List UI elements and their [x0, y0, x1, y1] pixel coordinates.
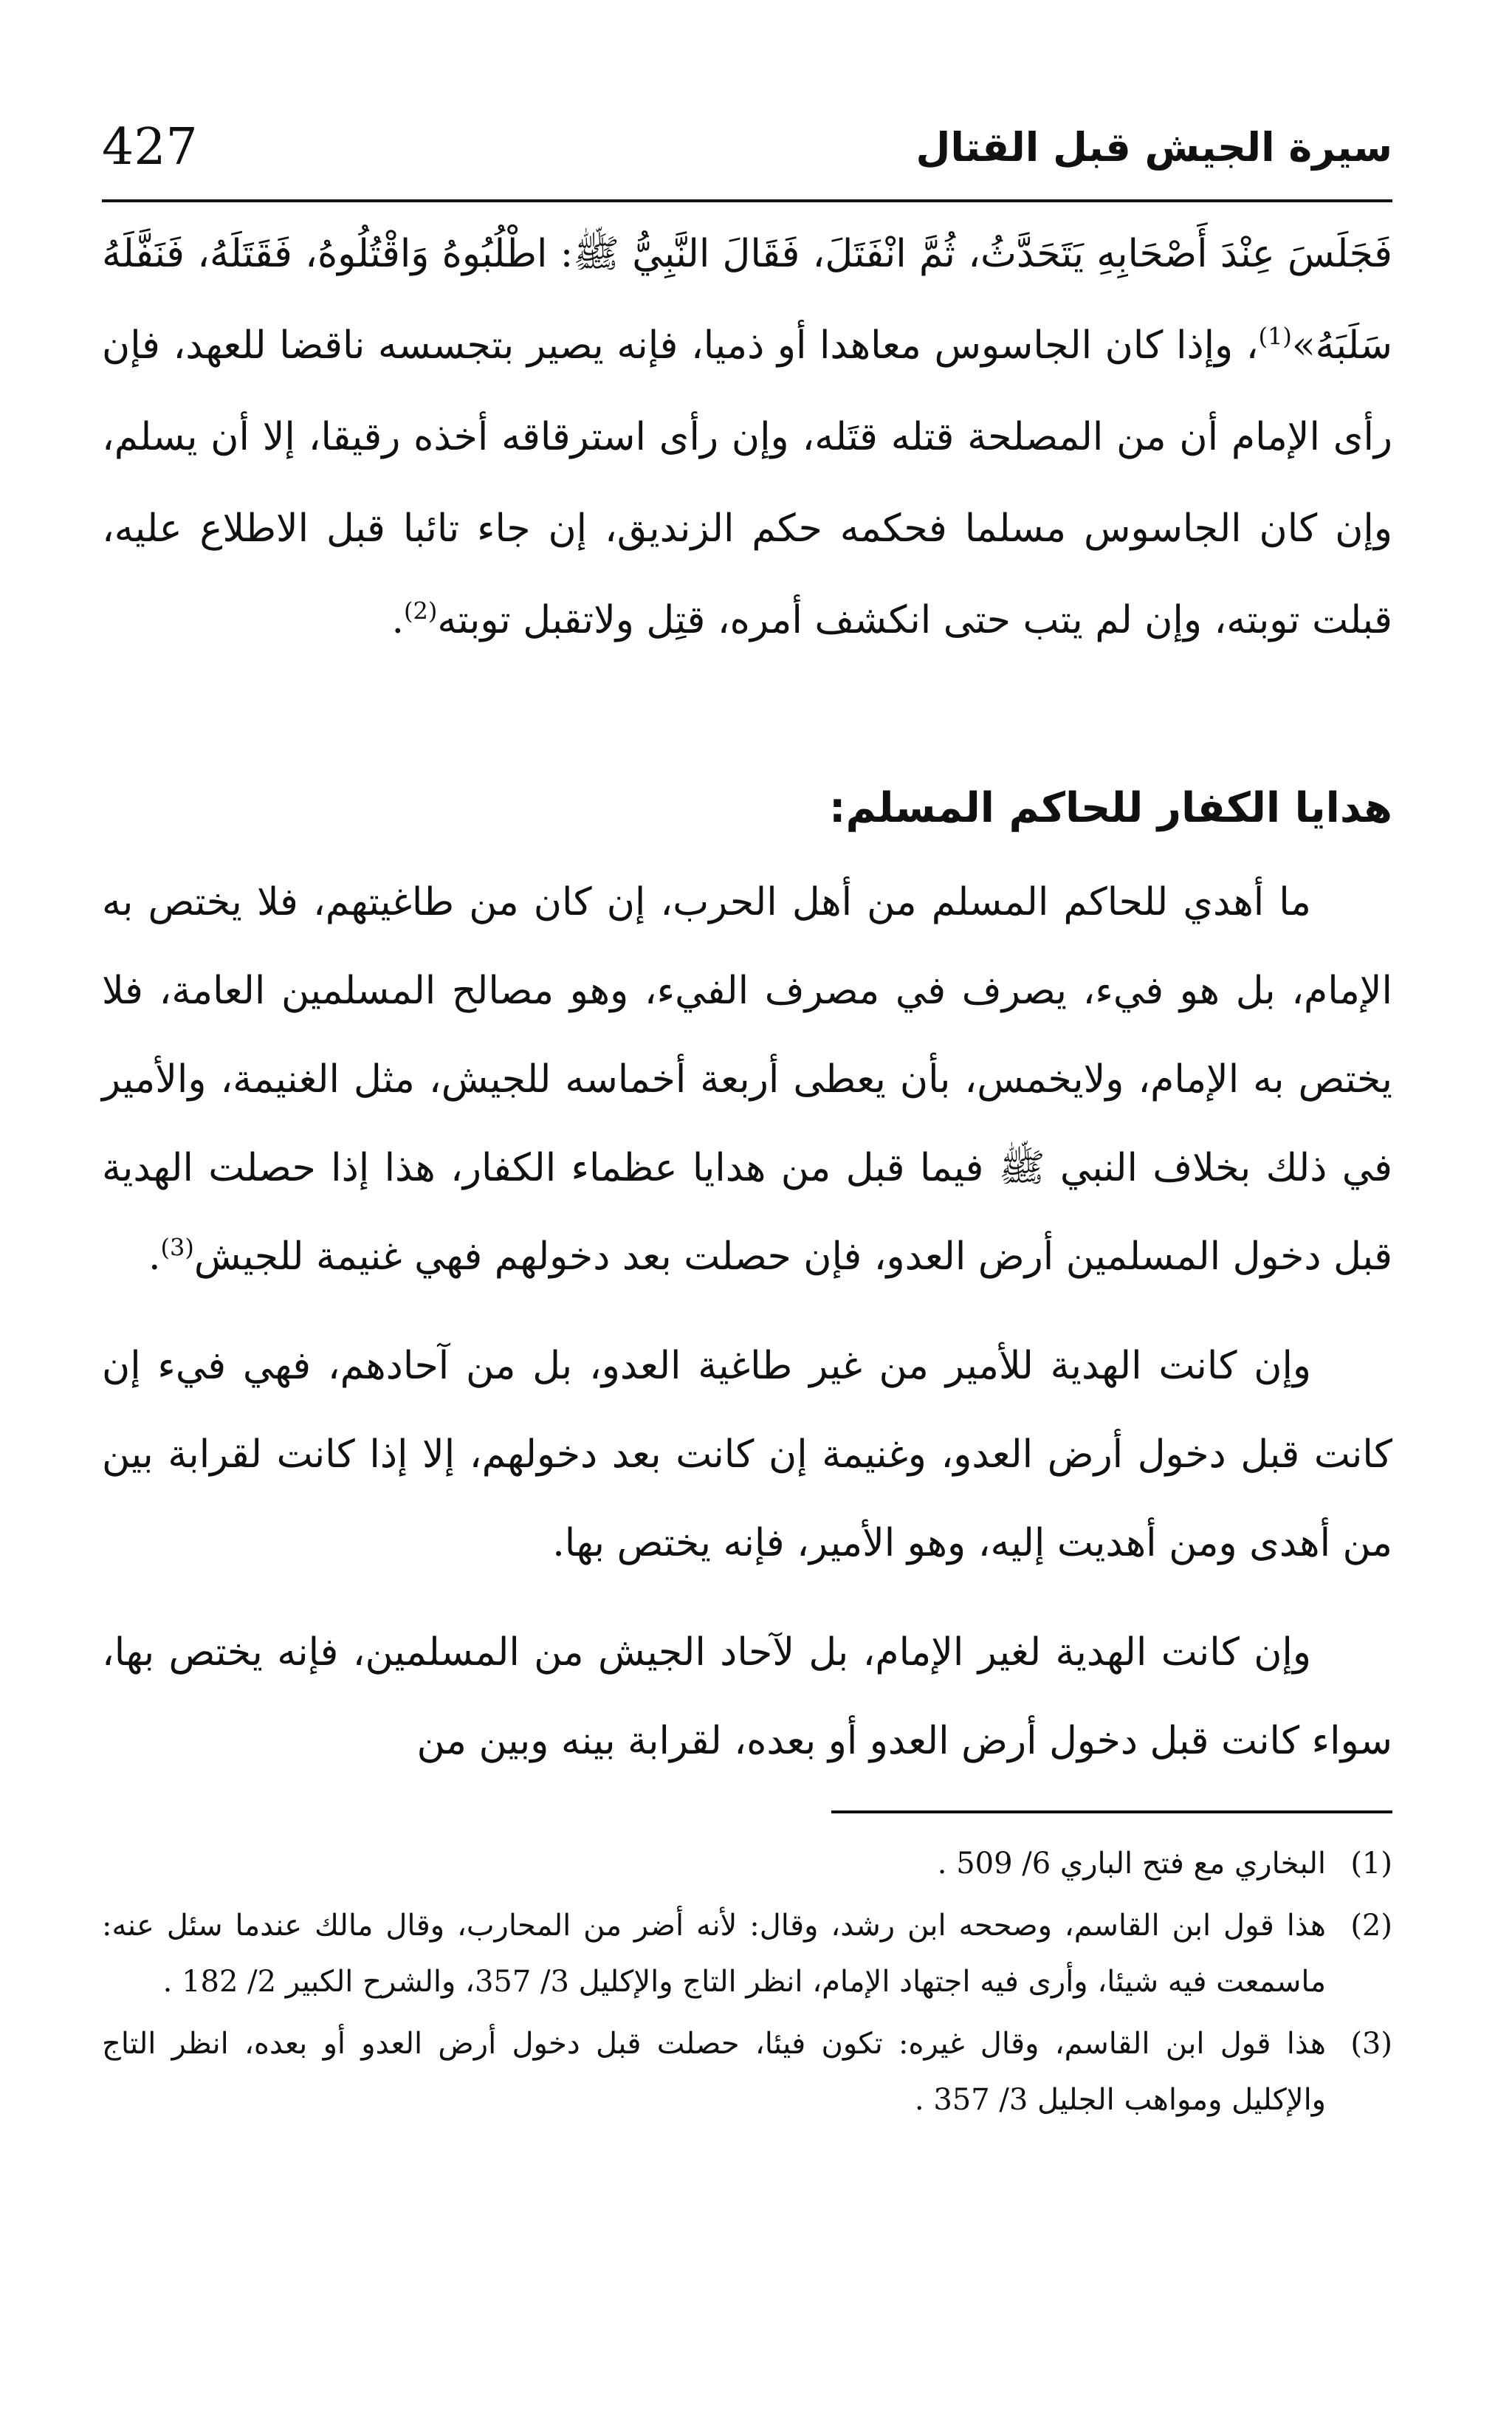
footnotes	[102, 1836, 1392, 2134]
footnote-number: (3)	[1350, 2027, 1392, 2061]
paragraph-1-end: .	[391, 598, 404, 642]
footnote-ref-2[interactable]: (2)	[403, 597, 438, 625]
paragraph-1-text: فَجَلَسَ عِنْدَ أَصْحَابِهِ يَتَحَدَّثُ، ثُمَّ انْفَتَلَ، فَقَالَ النَّبِيُّ ﷺ: اطْلُبُوهُ وَاقْتُلُوهُ، فَقَتَلَهُ، فَنَفَّلَهُ سَلَبَهُ»	[102, 232, 1392, 368]
footnote-ref-1[interactable]: (1)	[1258, 322, 1292, 351]
section-heading: هدايا الكفار للحاكم المسلم:	[829, 784, 1392, 832]
footnote-2	[102, 1898, 1392, 2010]
paragraph-1-continuation: ، وإذا كان الجاسوس معاهدا أو ذميا، فإنه يصير بتجسسه ناقضا للعهد، فإن رأى الإمام أن من المصلحة قتله قتَله، وإن رأى استرقاقه أخذه رقيقا، إلا أن يسلم، وإن كان الجاسوس مسلما فحكمه حكم الزنديق، إن جاء تائبا قبل الاطلاع عليه، قبلت توبته، وإن لم يتب حتى انكشف أمره، قتِل ولاتقبل توبته	[102, 323, 1392, 642]
page-number: 427	[102, 118, 198, 176]
header-rule	[102, 199, 1392, 202]
paragraph-3: وإن كانت الهدية للأمير من غير طاغية العدو، بل من آحادهم، فهي فيء إن كانت قبل دخول أرض العدو، وغنيمة إن كانت بعد دخولهم، إلا إذا كانت لقرابة بين من أهدى ومن أهديت إليه، وهو الأمير، فإنه يختص بها.	[102, 1344, 1392, 1565]
body-text-top	[102, 208, 1392, 666]
footnote-ref-3[interactable]: (3)	[160, 1233, 194, 1262]
page-header	[102, 111, 1392, 192]
paragraph-4: وإن كانت الهدية لغير الإمام، بل لآحاد الجيش من المسلمين، فإنه يختص بها، سواء كانت قبل دخول أرض العدو أو بعده، لقرابة بينه وبين من	[102, 1630, 1392, 1763]
running-title: سيرة الجيش قبل القتال	[915, 124, 1392, 171]
body-text-main	[102, 858, 1392, 1806]
paragraph-2-end: .	[148, 1235, 161, 1279]
footnote-3	[102, 2016, 1392, 2128]
paragraph-2	[102, 858, 1392, 1301]
footnote-number: (1)	[1350, 1847, 1392, 1881]
footnote-number: (2)	[1350, 1909, 1392, 1943]
footnote-text: البخاري مع فتح الباري 6/ 509 .	[937, 1847, 1326, 1881]
footnote-text: هذا قول ابن القاسم، وقال غيره: تكون فيئا، حصلت قبل دخول أرض العدو أو بعده، انظر التاج والإكليل ومواهب الجليل 3/ 357 .	[102, 2027, 1326, 2117]
footnote-text: هذا قول ابن القاسم، وصححه ابن رشد، وقال: لأنه أضر من المحارب، وقال مالك عندما سئل عنه: ماسمعت فيه شيئا، وأرى فيه اجتهاد الإمام، انظر التاج والإكليل 3/ 357، والشرح الكبير 2/ 182 .	[102, 1909, 1326, 1999]
paragraph-2-text: ما أهدي للحاكم المسلم من أهل الحرب، إن كان من طاغيتهم، فلا يختص به الإمام، بل هو فيء، يصرف في مصرف الفيء، وهو مصالح المسلمين العامة، فلا يختص به الإمام، ولايخمس، بأن يعطى أربعة أخماسه للجيش، مثل الغنيمة، والأمير في ذلك بخلاف النبي ﷺ فيما قبل من هدايا عظماء الكفار، هذا إذا حصلت الهدية قبل دخول المسلمين أرض العدو، فإن حصلت بعد دخولهم فهي غنيمة للجيش	[102, 880, 1392, 1279]
paragraph-1	[102, 208, 1392, 666]
footnote-1	[102, 1836, 1392, 1892]
footnote-rule	[831, 1810, 1392, 1813]
